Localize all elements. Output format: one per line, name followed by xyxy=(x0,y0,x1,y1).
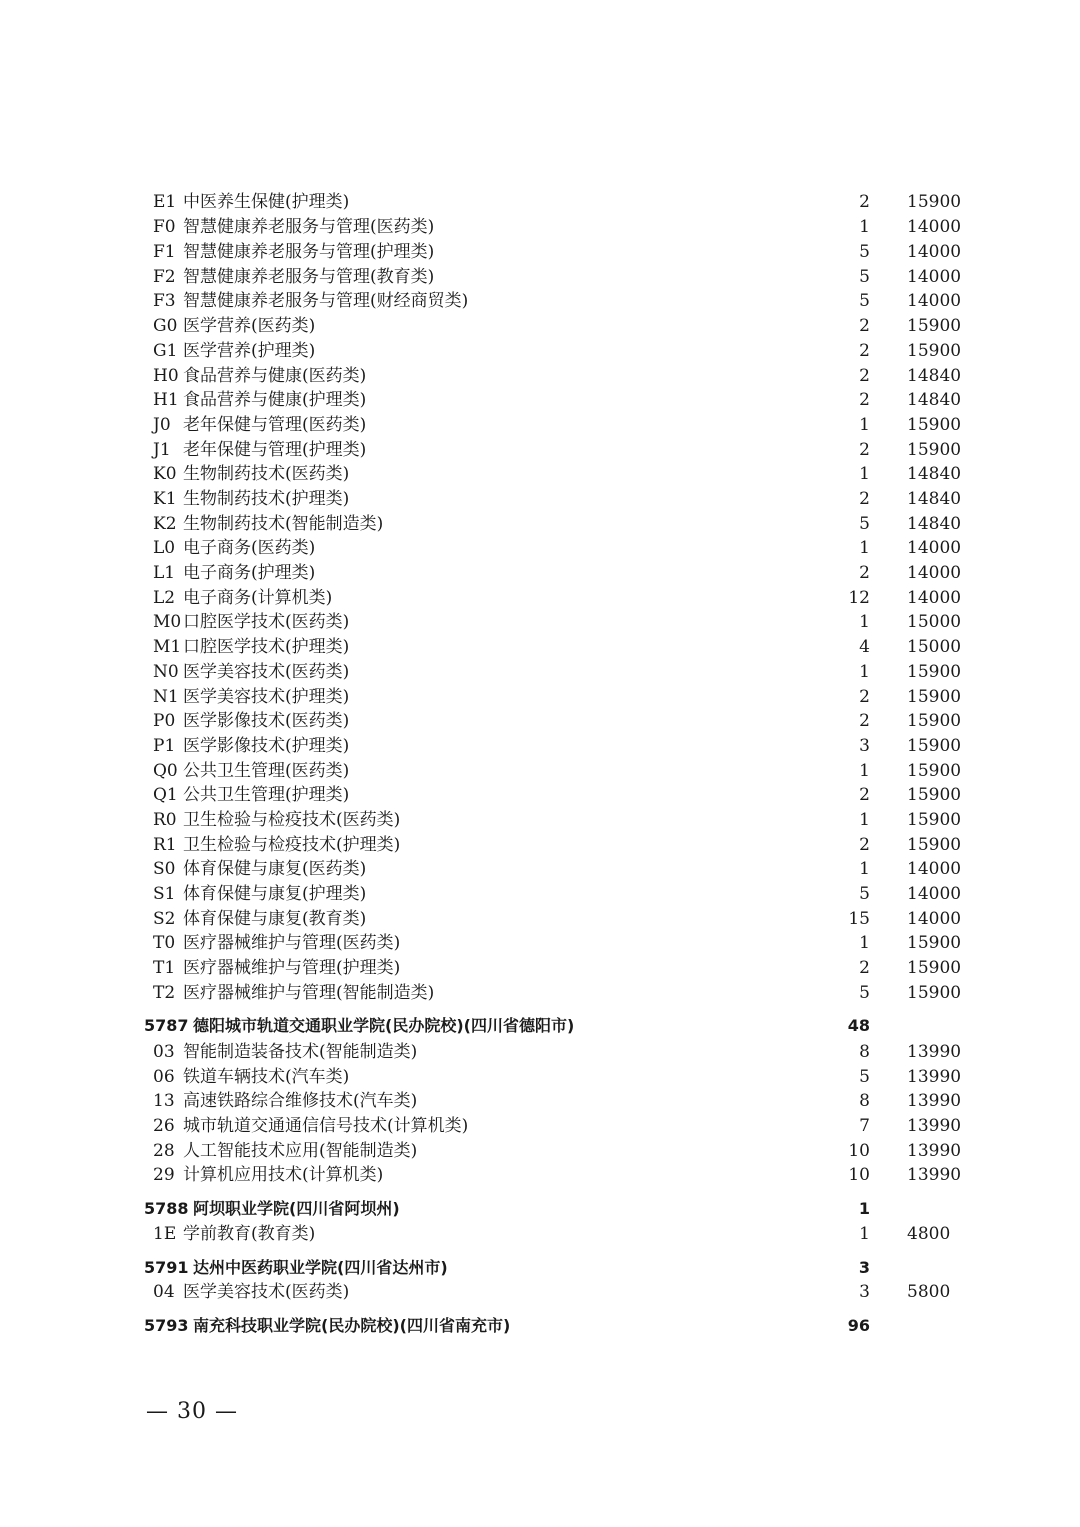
major-name: 高速铁路综合维修技术(汽车类) xyxy=(183,1091,418,1111)
major-code: 29 xyxy=(153,1165,175,1185)
enrollment-count: 2 xyxy=(859,563,870,583)
school-code: 5791 xyxy=(144,1258,189,1277)
major-code: J1 xyxy=(153,440,171,460)
major-code: 04 xyxy=(153,1282,175,1302)
major-code: K0 xyxy=(153,464,177,484)
enrollment-count: 8 xyxy=(859,1042,870,1062)
major-name: 城市轨道交通通信信号技术(计算机类) xyxy=(183,1116,469,1136)
major-name: 医学营养(护理类) xyxy=(183,341,316,361)
enrollment-count: 1 xyxy=(859,464,870,484)
major-name: 智能制造装备技术(智能制造类) xyxy=(183,1042,418,1062)
tuition-fee: 14000 xyxy=(907,538,962,558)
enrollment-count: 1 xyxy=(859,538,870,558)
major-row xyxy=(0,709,1080,733)
major-row xyxy=(0,931,1080,955)
enrollment-count: 3 xyxy=(859,736,870,756)
enrollment-count: 2 xyxy=(859,341,870,361)
tuition-fee: 13990 xyxy=(907,1141,962,1161)
major-name: 医疗器械维护与管理(医药类) xyxy=(183,933,401,953)
tuition-fee: 14000 xyxy=(907,563,962,583)
major-row xyxy=(0,759,1080,783)
tuition-fee: 15900 xyxy=(907,440,962,460)
school-row xyxy=(0,1014,1080,1038)
tuition-fee: 13990 xyxy=(907,1042,962,1062)
enrollment-count: 3 xyxy=(858,1258,870,1277)
major-code: T1 xyxy=(153,958,176,978)
major-row xyxy=(0,882,1080,906)
tuition-fee: 14840 xyxy=(907,464,962,484)
major-row xyxy=(0,314,1080,338)
major-row xyxy=(0,660,1080,684)
major-row xyxy=(0,512,1080,536)
enrollment-count: 2 xyxy=(859,390,870,410)
major-row xyxy=(0,1280,1080,1304)
major-code: K1 xyxy=(153,489,177,509)
major-name: 体育保健与康复(教育类) xyxy=(183,909,367,929)
enrollment-count: 1 xyxy=(859,761,870,781)
tuition-fee: 14000 xyxy=(907,291,962,311)
major-row xyxy=(0,907,1080,931)
major-row xyxy=(0,1222,1080,1246)
major-name: 公共卫生管理(医药类) xyxy=(183,761,350,781)
tuition-fee: 15900 xyxy=(907,958,962,978)
tuition-fee: 15900 xyxy=(907,835,962,855)
enrollment-count: 3 xyxy=(859,1282,870,1302)
major-code: M1 xyxy=(153,637,182,657)
enrollment-count: 2 xyxy=(859,192,870,212)
major-code: F0 xyxy=(153,217,176,237)
tuition-fee: 15900 xyxy=(907,341,962,361)
major-code: S2 xyxy=(153,909,176,929)
major-row xyxy=(0,215,1080,239)
major-code: F1 xyxy=(153,242,176,262)
enrollment-count: 8 xyxy=(859,1091,870,1111)
major-name: 食品营养与健康(医药类) xyxy=(183,366,367,386)
major-row xyxy=(0,240,1080,264)
tuition-fee: 14000 xyxy=(907,588,962,608)
major-code: 28 xyxy=(153,1141,175,1161)
major-code: 13 xyxy=(153,1091,175,1111)
enrollment-count: 7 xyxy=(859,1116,870,1136)
major-name: 医学美容技术(医药类) xyxy=(183,1282,350,1302)
major-code: J0 xyxy=(153,415,171,435)
major-row xyxy=(0,783,1080,807)
school-name: 达州中医药职业学院(四川省达州市) xyxy=(193,1258,448,1277)
major-code: N1 xyxy=(153,687,179,707)
enrollment-count: 5 xyxy=(859,514,870,534)
tuition-fee: 14840 xyxy=(907,489,962,509)
major-code: S1 xyxy=(153,884,176,904)
tuition-fee: 15900 xyxy=(907,785,962,805)
major-row xyxy=(0,1089,1080,1113)
enrollment-count: 1 xyxy=(859,612,870,632)
enrollment-count: 2 xyxy=(859,958,870,978)
major-code: N0 xyxy=(153,662,179,682)
enrollment-count: 5 xyxy=(859,983,870,1003)
major-row xyxy=(0,586,1080,610)
major-name: 口腔医学技术(护理类) xyxy=(183,637,350,657)
school-code: 5793 xyxy=(144,1316,189,1335)
tuition-fee: 15000 xyxy=(907,612,962,632)
major-code: 1E xyxy=(153,1224,177,1244)
major-name: 医疗器械维护与管理(护理类) xyxy=(183,958,401,978)
major-code: F2 xyxy=(153,267,176,287)
tuition-fee: 13990 xyxy=(907,1067,962,1087)
major-row xyxy=(0,1163,1080,1187)
major-row xyxy=(0,561,1080,585)
tuition-fee: 15900 xyxy=(907,711,962,731)
tuition-fee: 15900 xyxy=(907,192,962,212)
major-name: 生物制药技术(护理类) xyxy=(183,489,350,509)
tuition-fee: 14840 xyxy=(907,514,962,534)
tuition-fee: 15900 xyxy=(907,736,962,756)
major-row xyxy=(0,1139,1080,1163)
major-row xyxy=(0,462,1080,486)
enrollment-count: 1 xyxy=(859,933,870,953)
tuition-fee: 13990 xyxy=(907,1165,962,1185)
tuition-fee: 15900 xyxy=(907,983,962,1003)
enrollment-count: 5 xyxy=(859,1067,870,1087)
enrollment-count: 2 xyxy=(859,489,870,509)
enrollment-count: 2 xyxy=(859,316,870,336)
major-name: 体育保健与康复(医药类) xyxy=(183,859,367,879)
major-code: F3 xyxy=(153,291,176,311)
major-name: 学前教育(教育类) xyxy=(183,1224,316,1244)
enrollment-count: 96 xyxy=(847,1316,870,1335)
school-code: 5787 xyxy=(144,1016,189,1035)
major-name: 老年保健与管理(医药类) xyxy=(183,415,367,435)
major-code: H1 xyxy=(153,390,179,410)
enrollment-count: 2 xyxy=(859,366,870,386)
school-code: 5788 xyxy=(144,1199,189,1218)
major-name: 医学影像技术(医药类) xyxy=(183,711,350,731)
enrollment-count: 48 xyxy=(847,1016,870,1035)
tuition-fee: 15900 xyxy=(907,761,962,781)
major-row xyxy=(0,438,1080,462)
major-name: 智慧健康养老服务与管理(医药类) xyxy=(183,217,435,237)
major-name: 生物制药技术(医药类) xyxy=(183,464,350,484)
major-name: 智慧健康养老服务与管理(护理类) xyxy=(183,242,435,262)
major-row xyxy=(0,685,1080,709)
school-row xyxy=(0,1256,1080,1280)
enrollment-count: 5 xyxy=(859,291,870,311)
major-row xyxy=(0,833,1080,857)
major-row xyxy=(0,1040,1080,1064)
major-name: 智慧健康养老服务与管理(财经商贸类) xyxy=(183,291,469,311)
major-name: 医学营养(医药类) xyxy=(183,316,316,336)
enrollment-count: 1 xyxy=(859,810,870,830)
tuition-fee: 14000 xyxy=(907,267,962,287)
major-code: E1 xyxy=(153,192,177,212)
major-name: 体育保健与康复(护理类) xyxy=(183,884,367,904)
major-code: Q1 xyxy=(153,785,178,805)
major-row xyxy=(0,1114,1080,1138)
tuition-fee: 14840 xyxy=(907,366,962,386)
tuition-fee: 14840 xyxy=(907,390,962,410)
school-row xyxy=(0,1197,1080,1221)
major-name: 计算机应用技术(计算机类) xyxy=(183,1165,384,1185)
major-row xyxy=(0,413,1080,437)
enrollment-count: 1 xyxy=(859,415,870,435)
enrollment-count: 10 xyxy=(848,1141,870,1161)
tuition-fee: 14000 xyxy=(907,884,962,904)
major-name: 口腔医学技术(医药类) xyxy=(183,612,350,632)
major-name: 公共卫生管理(护理类) xyxy=(183,785,350,805)
major-code: 03 xyxy=(153,1042,175,1062)
enrollment-count: 5 xyxy=(859,267,870,287)
major-name: 智慧健康养老服务与管理(教育类) xyxy=(183,267,435,287)
major-code: R1 xyxy=(153,835,177,855)
major-name: 医学影像技术(护理类) xyxy=(183,736,350,756)
major-code: 06 xyxy=(153,1067,175,1087)
major-row xyxy=(0,956,1080,980)
major-row xyxy=(0,339,1080,363)
tuition-fee: 4800 xyxy=(907,1224,951,1244)
tuition-fee: 15900 xyxy=(907,662,962,682)
major-code: T2 xyxy=(153,983,176,1003)
major-name: 电子商务(护理类) xyxy=(183,563,316,583)
major-code: P1 xyxy=(153,736,176,756)
major-name: 医学美容技术(护理类) xyxy=(183,687,350,707)
major-name: 电子商务(医药类) xyxy=(183,538,316,558)
major-name: 中医养生保健(护理类) xyxy=(183,192,350,212)
enrollment-count: 1 xyxy=(859,662,870,682)
major-row xyxy=(0,190,1080,214)
enrollment-count: 2 xyxy=(859,711,870,731)
enrollment-count: 12 xyxy=(848,588,870,608)
tuition-fee: 14000 xyxy=(907,217,962,237)
school-row xyxy=(0,1314,1080,1338)
major-name: 卫生检验与检疫技术(护理类) xyxy=(183,835,401,855)
tuition-fee: 15900 xyxy=(907,687,962,707)
major-row xyxy=(0,808,1080,832)
major-name: 电子商务(计算机类) xyxy=(183,588,333,608)
major-name: 医学美容技术(医药类) xyxy=(183,662,350,682)
major-row xyxy=(0,536,1080,560)
major-code: T0 xyxy=(153,933,176,953)
major-name: 食品营养与健康(护理类) xyxy=(183,390,367,410)
tuition-fee: 14000 xyxy=(907,242,962,262)
major-code: R0 xyxy=(153,810,177,830)
enrollment-count: 1 xyxy=(859,859,870,879)
tuition-fee: 15900 xyxy=(907,933,962,953)
enrollment-count: 2 xyxy=(859,687,870,707)
enrollment-count: 2 xyxy=(859,440,870,460)
major-code: L1 xyxy=(153,563,176,583)
major-code: P0 xyxy=(153,711,176,731)
major-row xyxy=(0,734,1080,758)
school-name: 德阳城市轨道交通职业学院(民办院校)(四川省德阳市) xyxy=(193,1016,575,1035)
major-name: 人工智能技术应用(智能制造类) xyxy=(183,1141,418,1161)
tuition-fee: 13990 xyxy=(907,1091,962,1111)
major-row xyxy=(0,289,1080,313)
major-row xyxy=(0,364,1080,388)
school-name: 南充科技职业学院(民办院校)(四川省南充市) xyxy=(193,1316,511,1335)
enrollment-count: 15 xyxy=(848,909,870,929)
major-row xyxy=(0,981,1080,1005)
major-row xyxy=(0,857,1080,881)
major-code: K2 xyxy=(153,514,177,534)
enrollment-count: 1 xyxy=(858,1199,870,1218)
enrollment-count: 1 xyxy=(859,217,870,237)
major-code: G1 xyxy=(153,341,178,361)
major-row xyxy=(0,610,1080,634)
tuition-fee: 14000 xyxy=(907,909,962,929)
tuition-fee: 5800 xyxy=(907,1282,951,1302)
enrollment-count: 5 xyxy=(859,884,870,904)
enrollment-count: 4 xyxy=(859,637,870,657)
school-name: 阿坝职业学院(四川省阿坝州) xyxy=(193,1199,400,1218)
enrollment-count: 5 xyxy=(859,242,870,262)
major-code: M0 xyxy=(153,612,182,632)
major-name: 老年保健与管理(护理类) xyxy=(183,440,367,460)
major-name: 生物制药技术(智能制造类) xyxy=(183,514,384,534)
major-code: G0 xyxy=(153,316,178,336)
major-code: 26 xyxy=(153,1116,175,1136)
major-code: H0 xyxy=(153,366,179,386)
enrollment-count: 1 xyxy=(859,1224,870,1244)
tuition-fee: 15900 xyxy=(907,316,962,336)
tuition-fee: 15900 xyxy=(907,415,962,435)
major-code: L0 xyxy=(153,538,176,558)
enrollment-count: 2 xyxy=(859,835,870,855)
major-name: 卫生检验与检疫技术(医药类) xyxy=(183,810,401,830)
tuition-fee: 15000 xyxy=(907,637,962,657)
major-code: L2 xyxy=(153,588,176,608)
enrollment-count: 2 xyxy=(859,785,870,805)
major-row xyxy=(0,635,1080,659)
tuition-fee: 13990 xyxy=(907,1116,962,1136)
major-code: S0 xyxy=(153,859,176,879)
major-code: Q0 xyxy=(153,761,178,781)
enrollment-count: 10 xyxy=(848,1165,870,1185)
major-row xyxy=(0,265,1080,289)
major-name: 医疗器械维护与管理(智能制造类) xyxy=(183,983,435,1003)
major-row xyxy=(0,388,1080,412)
tuition-fee: 15900 xyxy=(907,810,962,830)
major-row xyxy=(0,1065,1080,1089)
page-number: — 30 — xyxy=(146,1399,238,1424)
major-name: 铁道车辆技术(汽车类) xyxy=(183,1067,350,1087)
tuition-fee: 14000 xyxy=(907,859,962,879)
major-row xyxy=(0,487,1080,511)
